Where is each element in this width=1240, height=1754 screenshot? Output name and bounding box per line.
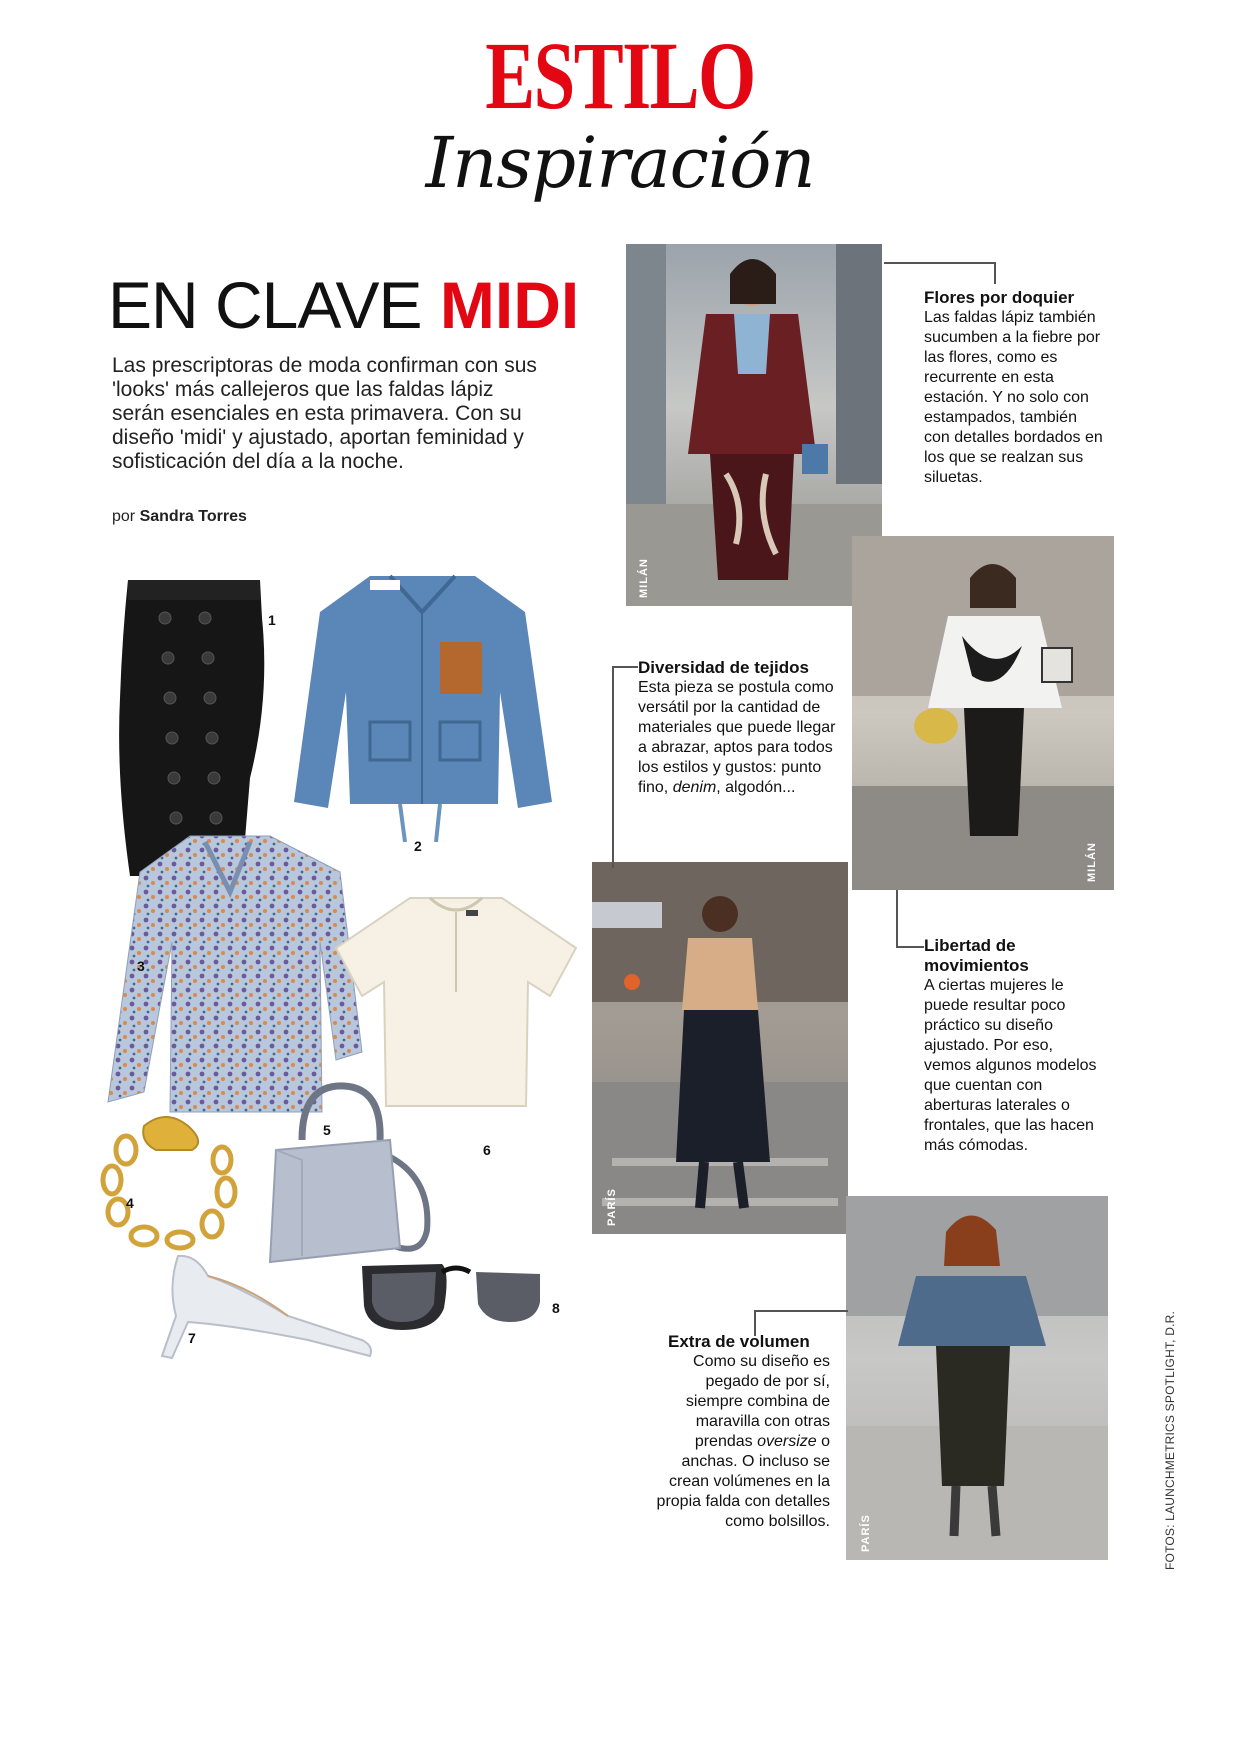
caption-3 xyxy=(924,936,1104,1156)
product-grey-bag xyxy=(262,1080,437,1266)
product-number-3: 3 xyxy=(137,958,145,974)
caption-2-title: Diversidad de tejidos xyxy=(638,658,809,677)
article-title-light: EN CLAVE xyxy=(108,268,422,342)
photo-city-label: PARÍS xyxy=(860,1514,872,1552)
leader-line-3 xyxy=(896,890,924,948)
section-title: ESTILO xyxy=(485,22,755,129)
caption-1 xyxy=(924,288,1106,488)
caption-1-body: Las faldas lápiz también sucumben a la fiebre por las flores, como es recurrente en esta estación. Y no solo con estampados, también con detalles bordados en los que se realzan sus siluetas. xyxy=(924,309,1103,486)
caption-3-body: A ciertas mujeres le puede resultar poco práctico su diseño ajustado. Por eso, vemos algunos modelos que cuentan con aberturas laterales o frontales, que las hacen más cómodas. xyxy=(924,977,1097,1154)
product-sunglasses xyxy=(356,1258,556,1334)
caption-4-title: Extra de volumen xyxy=(668,1332,810,1351)
street-style-photo-3 xyxy=(592,862,848,1234)
product-white-tshirt xyxy=(330,892,582,1112)
caption-3-title: Libertad de movimientos xyxy=(924,936,1029,975)
product-white-heel xyxy=(148,1246,378,1368)
caption-4-body: Como su diseño es pegado de por sí, siempre combina de maravilla con otras prendas oversize o anchas. O incluso se crean volúmenes en la propia falda con detalles como bolsillos. xyxy=(656,1353,830,1530)
street-style-photo-4 xyxy=(846,1196,1108,1560)
leader-line-2 xyxy=(612,666,638,868)
byline-prefix: por xyxy=(112,508,136,525)
caption-2-body: Esta pieza se postula como versátil por la cantidad de materiales que puede llegar a abrazar, aptos para todos los estilos y gustos: punto fino, denim, algodón... xyxy=(638,679,836,796)
product-denim-jacket xyxy=(290,572,555,842)
article-title xyxy=(108,268,580,342)
product-number-7: 7 xyxy=(188,1330,196,1346)
leader-line-1 xyxy=(884,262,996,284)
article-title-bold: MIDI xyxy=(439,268,580,342)
section-subtitle: Inspiración xyxy=(425,122,815,204)
photo-city-label: MILÁN xyxy=(638,558,650,598)
byline xyxy=(112,508,247,526)
caption-1-title: Flores por doquier xyxy=(924,288,1075,307)
product-number-4: 4 xyxy=(126,1195,134,1211)
street-style-photo-1 xyxy=(626,244,882,606)
article-intro: Las prescriptoras de moda confirman con sus 'looks' más callejeros que las faldas lápiz serán esenciales en esta primavera. Con su diseño 'midi' y ajustado, aportan feminidad y sofisticación del día a la noche. xyxy=(112,354,537,473)
caption-4 xyxy=(646,1332,830,1532)
product-number-6: 6 xyxy=(483,1142,491,1158)
byline-author: Sandra Torres xyxy=(139,508,247,525)
caption-2 xyxy=(638,658,838,798)
photo-city-label: PARÍS xyxy=(606,1188,618,1226)
photo-city-label: MILÁN xyxy=(1086,842,1098,882)
photo-credit: FOTOS: LAUNCHMETRICS SPOTLIGHT, D.R. xyxy=(1163,1310,1177,1570)
product-number-8: 8 xyxy=(552,1300,560,1316)
street-style-photo-2 xyxy=(852,536,1114,890)
product-gold-bracelet xyxy=(96,1112,246,1252)
product-number-5: 5 xyxy=(323,1122,331,1138)
product-number-1: 1 xyxy=(268,612,276,628)
product-number-2: 2 xyxy=(414,838,422,854)
